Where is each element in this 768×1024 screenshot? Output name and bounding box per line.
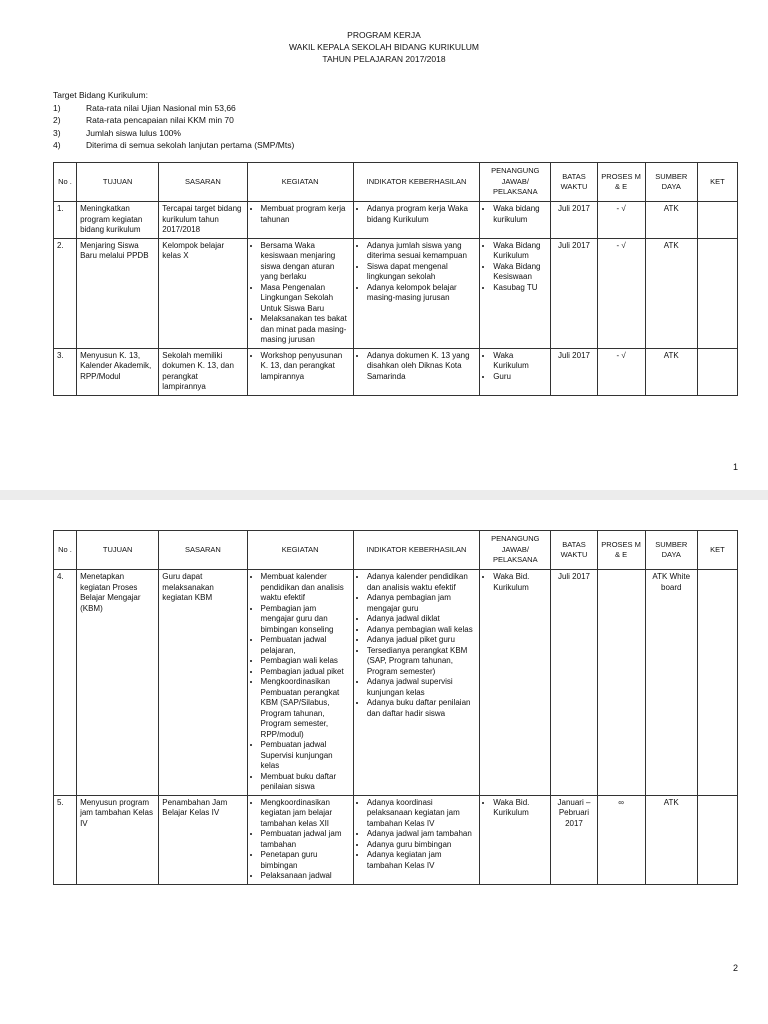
- cell-sasaran: Kelompok belajar kelas X: [159, 238, 247, 348]
- table-header-row: [54, 163, 738, 202]
- page-number: 2: [732, 963, 738, 973]
- indikator-list: [357, 204, 476, 225]
- column-header-tujuan: TUJUAN: [77, 163, 159, 202]
- cell-proses: - √: [597, 238, 645, 348]
- table-header-row: [54, 531, 738, 570]
- list-item: • Workshop penyusunan K. 13, dan perangkat lampirannya: [261, 351, 350, 383]
- table-row: [54, 570, 738, 796]
- kegiatan-list: [251, 572, 350, 793]
- cell-batas: Juli 2017: [551, 348, 597, 395]
- cell-penanggung: [480, 570, 551, 796]
- list-item: • Bersama Waka kesiswaan menjaring siswa dengan aturan yang berlaku: [261, 241, 350, 283]
- column-header-sasaran: SASARAN: [159, 531, 247, 570]
- cell-penanggung: [480, 795, 551, 884]
- cell-tujuan: Meningkatkan program kegiatan bidang kurikulum: [77, 202, 159, 239]
- list-item: • Membuat buku daftar penilaian siswa: [261, 772, 350, 793]
- list-item: • Adanya buku daftar penilaian dan daftar hadir siswa: [367, 698, 476, 719]
- column-header-ket: KET: [697, 163, 737, 202]
- cell-indikator: [353, 570, 479, 796]
- list-item: • Adanya jadual piket guru: [367, 635, 476, 646]
- list-item: • Waka Bid. Kurikulum: [493, 572, 547, 593]
- cell-sasaran: Sekolah memiliki dokumen K. 13, dan perangkat lampirannya: [159, 348, 247, 395]
- column-header-sumber: SUMBER DAYA: [645, 531, 697, 570]
- column-header-proses: PROSES M & E: [597, 531, 645, 570]
- cell-indikator: [353, 238, 479, 348]
- cell-batas: Juli 2017: [551, 202, 597, 239]
- table-row: [54, 238, 738, 348]
- column-header-penanggung: PENANGUNG JAWAB/ PELAKSANA: [480, 163, 551, 202]
- list-item: • Penetapan guru bimbingan: [261, 850, 350, 871]
- column-header-tujuan: TUJUAN: [77, 531, 159, 570]
- cell-tujuan: Menetapkan kegiatan Proses Belajar Mengajar (KBM): [77, 570, 159, 796]
- list-item: • Adanya koordinasi pelaksanaan kegiatan jam tambahan Kelas IV: [367, 798, 476, 830]
- cell-sumber: ATK: [645, 202, 697, 239]
- list-item: • Adanya jadwal diklat: [367, 614, 476, 625]
- document-page-1: [0, 0, 768, 490]
- kegiatan-list: [251, 241, 350, 346]
- cell-ket: [697, 202, 737, 239]
- page-separator: [0, 490, 768, 500]
- cell-tujuan: Menyusun program jam tambahan Kelas IV: [77, 795, 159, 884]
- cell-kegiatan: [247, 348, 353, 395]
- list-item: • Pembuatan jadwal Supervisi kunjungan kelas: [261, 740, 350, 772]
- list-item: • Pembagian jam mengajar guru dan bimbingan konseling: [261, 604, 350, 636]
- column-header-penanggung: PENANGUNG JAWAB/ PELAKSANA: [480, 531, 551, 570]
- cell-sumber: ATK White board: [645, 570, 697, 796]
- target-item: 2) Rata-rata pencapaian nilai KKM min 70: [53, 115, 234, 125]
- penanggung-list: [483, 572, 547, 593]
- column-header-kegiatan: KEGIATAN: [247, 163, 353, 202]
- list-item: • Adanya kelompok belajar masing-masing jurusan: [367, 283, 476, 304]
- cell-ket: [697, 348, 737, 395]
- list-item: • Adanya dokumen K. 13 yang disahkan oleh Diknas Kota Samarinda: [367, 351, 476, 383]
- list-item: • Pembuatan jadwal jam tambahan: [261, 829, 350, 850]
- list-item: • Waka bidang kurikulum: [493, 204, 547, 225]
- list-item: • Pembagian jadual piket: [261, 667, 350, 678]
- penanggung-list: [483, 798, 547, 819]
- cell-tujuan: Menjaring Siswa Baru melalui PPDB: [77, 238, 159, 348]
- list-item: • Adanya program kerja Waka bidang Kurikulum: [367, 204, 476, 225]
- cell-proses: - √: [597, 348, 645, 395]
- column-header-ket: KET: [697, 531, 737, 570]
- column-header-no: No .: [54, 531, 77, 570]
- cell-sasaran: Guru dapat melaksanakan kegiatan KBM: [159, 570, 247, 796]
- column-header-sasaran: SASARAN: [159, 163, 247, 202]
- cell-indikator: [353, 202, 479, 239]
- list-item: • Siswa dapat mengenal lingkungan sekolah: [367, 262, 476, 283]
- list-item: • Waka Kurikulum: [493, 351, 547, 372]
- cell-batas: Januari – Pebruari 2017: [551, 795, 597, 884]
- cell-proses: [597, 570, 645, 796]
- target-list: [53, 89, 294, 152]
- cell-ket: [697, 795, 737, 884]
- document-header: [0, 29, 768, 65]
- table-row: [54, 795, 738, 884]
- cell-no: 2.: [54, 238, 77, 348]
- list-item: • Guru: [493, 372, 547, 383]
- cell-kegiatan: [247, 238, 353, 348]
- kegiatan-list: [251, 798, 350, 882]
- list-item: • Mengkoordinasikan kegiatan jam belajar tambahan kelas XII: [261, 798, 350, 830]
- column-header-indikator: INDIKATOR KEBERHASILAN: [353, 531, 479, 570]
- target-item: 4) Diterima di semua sekolah lanjutan pertama (SMP/Mts): [53, 140, 295, 150]
- cell-penanggung: [480, 202, 551, 239]
- list-item: • Pelaksanaan jadwal: [261, 871, 350, 882]
- list-item: • Waka Bidang Kesiswaan: [493, 262, 547, 283]
- list-item: • Pembagian wali kelas: [261, 656, 350, 667]
- column-header-batas: BATAS WAKTU: [551, 163, 597, 202]
- header-subtitle: WAKIL KEPALA SEKOLAH BIDANG KURIKULUM: [288, 42, 480, 52]
- cell-penanggung: [480, 348, 551, 395]
- cell-no: 4.: [54, 570, 77, 796]
- list-item: • Tersedianya perangkat KBM (SAP, Program tahunan, Program semester): [367, 646, 476, 678]
- cell-ket: [697, 570, 737, 796]
- program-table-page-2: [53, 530, 738, 885]
- cell-sumber: ATK: [645, 238, 697, 348]
- penanggung-list: [483, 204, 547, 225]
- list-item: • Melaksanakan tes bakat dan minat pada masing-masing jurusan: [261, 314, 350, 346]
- list-item: • Adanya jumlah siswa yang diterima sesuai kemampuan: [367, 241, 476, 262]
- column-header-proses: PROSES M & E: [597, 163, 645, 202]
- list-item: • Adanya guru bimbingan: [367, 840, 476, 851]
- table-row: [54, 202, 738, 239]
- document-page-2: [0, 500, 768, 1024]
- column-header-batas: BATAS WAKTU: [551, 531, 597, 570]
- list-item: • Adanya jadwal jam tambahan: [367, 829, 476, 840]
- cell-batas: Juli 2017: [551, 570, 597, 796]
- column-header-kegiatan: KEGIATAN: [247, 531, 353, 570]
- penanggung-list: [483, 351, 547, 383]
- list-item: • Adanya pembagian jam mengajar guru: [367, 593, 476, 614]
- target-item: 1) Rata-rata nilai Ujian Nasional min 53,66: [53, 102, 236, 113]
- column-header-indikator: INDIKATOR KEBERHASILAN: [353, 163, 479, 202]
- cell-no: 1.: [54, 202, 77, 239]
- kegiatan-list: [251, 351, 350, 383]
- table-row: [54, 348, 738, 395]
- indikator-list: [357, 572, 476, 719]
- list-item: • Adanya kalender pendidikan dan analisis waktu efektif: [367, 572, 476, 593]
- cell-kegiatan: [247, 202, 353, 239]
- indikator-list: [357, 241, 476, 304]
- list-item: • Waka Bidang Kurikulum: [493, 241, 547, 262]
- indikator-list: [357, 798, 476, 872]
- column-header-sumber: SUMBER DAYA: [645, 163, 697, 202]
- list-item: • Adanya jadwal supervisi kunjungan kelas: [367, 677, 476, 698]
- cell-indikator: [353, 348, 479, 395]
- cell-no: 5.: [54, 795, 77, 884]
- cell-proses: - √: [597, 202, 645, 239]
- list-item: • Mengkoordinasikan Pembuatan perangkat KBM (SAP/Silabus, Program tahunan, Program semester, RPP/modul): [261, 677, 350, 740]
- kegiatan-list: [251, 204, 350, 225]
- page-number: 1: [732, 462, 738, 472]
- indikator-list: [357, 351, 476, 383]
- list-item: • Kasubag TU: [493, 283, 547, 294]
- target-item: 3) Jumlah siswa lulus 100%: [53, 127, 181, 138]
- cell-sumber: ATK: [645, 348, 697, 395]
- cell-tujuan: Menyusun K. 13, Kalender Akademik, RPP/Modul: [77, 348, 159, 395]
- cell-ket: [697, 238, 737, 348]
- list-item: • Membuat program kerja tahunan: [261, 204, 350, 225]
- list-item: • Pembuatan jadwal pelajaran,: [261, 635, 350, 656]
- cell-sumber: ATK: [645, 795, 697, 884]
- list-item: • Adanya pembagian wali kelas: [367, 625, 476, 636]
- header-year: TAHUN PELAJARAN 2017/2018: [322, 54, 446, 64]
- cell-indikator: [353, 795, 479, 884]
- cell-sasaran: Tercapai target bidang kurikulum tahun 2017/2018: [159, 202, 247, 239]
- cell-no: 3.: [54, 348, 77, 395]
- cell-proses: ∞: [597, 795, 645, 884]
- program-table-page-1: [53, 162, 738, 396]
- list-item: • Waka Bid. Kurikulum: [493, 798, 547, 819]
- cell-batas: Juli 2017: [551, 238, 597, 348]
- penanggung-list: [483, 241, 547, 294]
- column-header-no: No .: [54, 163, 77, 202]
- header-title: PROGRAM KERJA: [347, 30, 421, 40]
- cell-penanggung: [480, 238, 551, 348]
- list-item: • Masa Pengenalan Lingkungan Sekolah Untuk Siswa Baru: [261, 283, 350, 315]
- cell-kegiatan: [247, 795, 353, 884]
- list-item: • Adanya kegiatan jam tambahan Kelas IV: [367, 850, 476, 871]
- list-item: • Membuat kalender pendidikan dan analisis waktu efektif: [261, 572, 350, 604]
- cell-kegiatan: [247, 570, 353, 796]
- target-title: Target Bidang Kurikulum:: [53, 90, 148, 100]
- cell-sasaran: Penambahan Jam Belajar Kelas IV: [159, 795, 247, 884]
